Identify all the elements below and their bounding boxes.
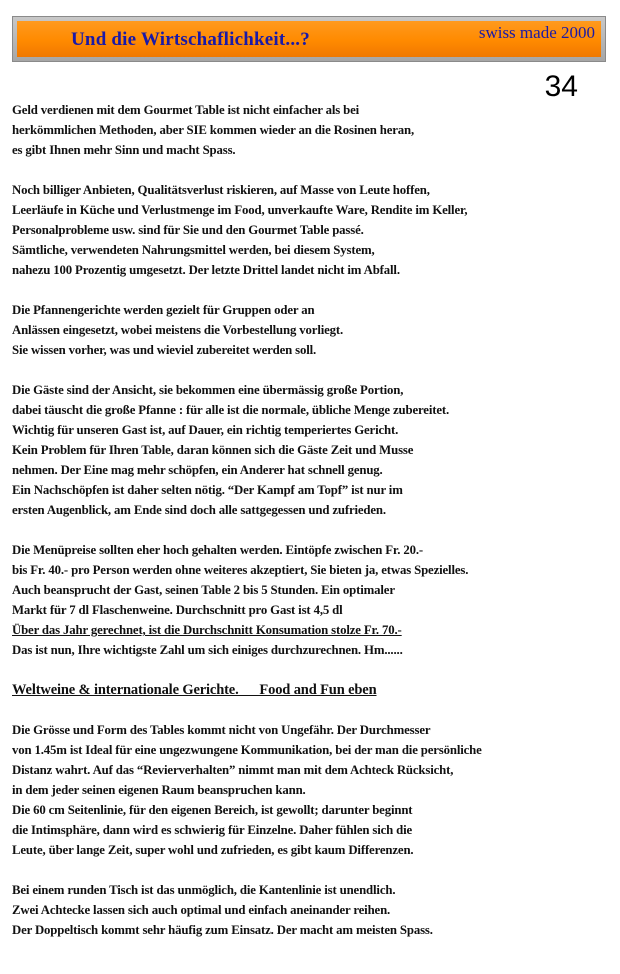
text-line: Geld verdienen mit dem Gourmet Table ist nicht einfacher als bei (12, 103, 360, 117)
text-line: Markt für 7 dl Flaschenweine. Durchschnitt pro Gast ist 4,5 dl (12, 603, 343, 617)
text-line: Wichtig für unseren Gast ist, auf Dauer, ein richtig temperiertes Gericht. (12, 423, 399, 437)
text-line: dabei täuscht die große Pfanne : für alle ist die normale, übliche Menge zubereitet. (12, 403, 450, 417)
text-line: Personalprobleme usw. sind für Sie und den Gourmet Table passé. (12, 223, 364, 237)
text-line: die Intimsphäre, dann wird es schwierig für Einzelne. Daher fühlen sich die (12, 823, 413, 837)
text-line: Sie wissen vorher, was und wieviel zubereitet werden soll. (12, 343, 317, 357)
document-body (12, 100, 612, 960)
text-line: Anlässen eingesetzt, wobei meistens die Vorbestellung vorliegt. (12, 323, 344, 337)
text-line: Die Menüpreise sollten eher hoch gehalten werden. Eintöpfe zwischen Fr. 20.- (12, 543, 423, 557)
text-line: nahezu 100 Prozentig umgesetzt. Der letzte Drittel landet nicht im Abfall. (12, 263, 400, 277)
text-line: nehmen. Der Eine mag mehr schöpfen, ein Anderer hat schnell genug. (12, 463, 383, 477)
header-banner (12, 16, 606, 62)
paragraph-prices (12, 540, 612, 660)
header-subtitle: swiss made 2000 (478, 23, 595, 42)
paragraph-costs (12, 180, 612, 280)
text-line: bis Fr. 40.- pro Person werden ohne weiteres akzeptiert, Sie bieten ja, etwas Spezielles. (12, 563, 469, 577)
text-line: Bei einem runden Tisch ist das unmöglich, die Kantenlinie ist unendlich. (12, 883, 396, 897)
text-line: Das ist nun, Ihre wichtigste Zahl um sich einiges durchzurechnen. Hm...... (12, 643, 403, 657)
text-line: ersten Augenblick, am Ende sind doch alle sattgegessen und zufrieden. (12, 503, 386, 517)
text-line: Leerläufe in Küche und Verlustmenge im Food, unverkaufte Ware, Rendite im Keller, (12, 203, 468, 217)
text-line: Distanz wahrt. Auf das “Revierverhalten” nimmt man mit dem Achteck Rücksicht, (12, 763, 454, 777)
text-line: herkömmlichen Methoden, aber SIE kommen wieder an die Rosinen heran, (12, 123, 415, 137)
text-line: Leute, über lange Zeit, super wohl und zufrieden, es gibt kaum Differenzen. (12, 843, 414, 857)
paragraph-groups (12, 300, 612, 360)
text-line: Noch billiger Anbieten, Qualitätsverlust riskieren, auf Masse von Leute hoffen, (12, 183, 430, 197)
header-banner-fill (17, 21, 601, 57)
text-line: Kein Problem für Ihren Table, daran können sich die Gäste Zeit und Musse (12, 443, 414, 457)
paragraph-round-table (12, 880, 612, 940)
text-line: in dem jeder seinen eigenen Raum beanspruchen kann. (12, 783, 306, 797)
text-line: Auch beansprucht der Gast, seinen Table 2 bis 5 Stunden. Ein optimaler (12, 583, 395, 597)
text-line: Die 60 cm Seitenlinie, für den eigenen Bereich, ist gewollt; darunter beginnt (12, 803, 413, 817)
text-line: Die Gäste sind der Ansicht, sie bekommen eine übermässig große Portion, (12, 383, 404, 397)
text-line: Sämtliche, verwendeten Nahrungsmittel werden, bei diesem System, (12, 243, 375, 257)
paragraph-table-shape (12, 720, 612, 860)
text-line: Ein Nachschöpfen ist daher selten nötig. “Der Kampf am Topf” ist nur im (12, 483, 403, 497)
text-line: Zwei Achtecke lassen sich auch optimal und einfach aneinander reihen. (12, 903, 391, 917)
page-title: Und die Wirtschaflichkeit...? (71, 29, 310, 50)
text-line: Die Pfannengerichte werden gezielt für Gruppen oder an (12, 303, 315, 317)
text-line: es gibt Ihnen mehr Sinn und macht Spass. (12, 143, 236, 157)
text-line: Die Grösse und Form des Tables kommt nicht von Ungefähr. Der Durchmesser (12, 723, 431, 737)
text-line: von 1.45m ist Ideal für eine ungezwungene Kommunikation, bei der man die persönliche (12, 743, 482, 757)
section-heading: Weltweine & internationale Gerichte. Food and Fun eben (12, 682, 377, 698)
paragraph-portions (12, 380, 612, 520)
paragraph-intro (12, 100, 612, 160)
text-line: Der Doppeltisch kommt sehr häufig zum Einsatz. Der macht am meisten Spass. (12, 923, 433, 937)
underlined-text-line: Über das Jahr gerechnet, ist die Durchschnitt Konsumation stolze Fr. 70.- (12, 623, 402, 637)
page-number: 34 (544, 70, 578, 103)
